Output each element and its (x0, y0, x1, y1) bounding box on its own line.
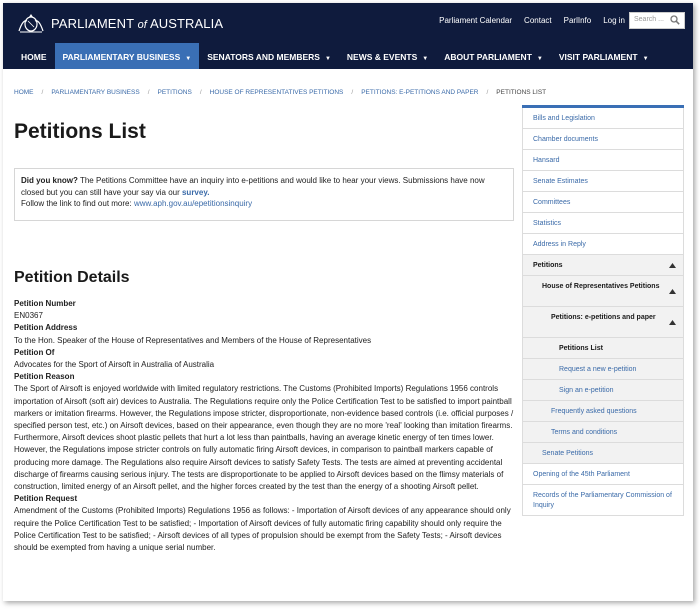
detail-value-petition-address: To the Hon. Speaker of the House of Representatives and Members of the House of Representatives (14, 335, 372, 345)
sidebar-item-chamber-documents[interactable] (522, 129, 684, 150)
breadcrumb-separator: / (199, 89, 202, 96)
breadcrumb-petitions[interactable]: PETITIONS (157, 89, 192, 96)
browser-page (3, 3, 693, 601)
link-contact[interactable]: Contact (524, 16, 552, 25)
nav-news-and-events[interactable] (339, 43, 436, 69)
nav-home[interactable] (13, 43, 55, 69)
link-log-in[interactable]: Log in (603, 16, 625, 25)
search-icon[interactable] (670, 15, 680, 25)
breadcrumb-separator: / (147, 89, 150, 96)
chevron-down-icon: ▼ (642, 56, 649, 62)
detail-value-petition-of: Advocates for the Sport of Airsoft in Australia of Australia (14, 360, 215, 370)
sidebar-item-petitions-list[interactable] (522, 338, 684, 359)
link-parlinfo[interactable]: ParlInfo (563, 16, 592, 25)
nav-news-and-events-label: NEWS & EVENTS (346, 52, 418, 62)
breadcrumb-separator: / (351, 89, 354, 96)
sidebar-item-request-a-new-e-petition[interactable] (522, 359, 684, 380)
nav-parliamentary-business[interactable] (55, 43, 200, 69)
sidebar-item-label: Chamber documents (533, 136, 598, 143)
sidebar-item-bills-and-legislation[interactable] (522, 108, 684, 129)
detail-label-petition-number: Petition Number (14, 299, 76, 308)
breadcrumb-current: PETITIONS LIST (496, 89, 547, 96)
sidebar-item-petitions-e-petitions-and-paper[interactable] (522, 307, 684, 338)
sidebar-item-committees[interactable] (522, 192, 684, 213)
nav-visit-parliament[interactable] (551, 43, 657, 69)
notice-follow-text: Follow the link to find out more: (21, 199, 134, 208)
logo-word-australia: AUSTRALIA (149, 15, 224, 31)
sidebar-item-label: Petitions: e-petitions and paper (551, 314, 656, 321)
detail-label-petition-address: Petition Address (14, 323, 78, 333)
sidebar-item-label: Bills and Legislation (533, 115, 595, 122)
nav-visit-parliament-label: VISIT PARLIAMENT (558, 52, 638, 62)
chevron-up-icon[interactable] (661, 276, 683, 306)
sidebar-item-label: Petitions List (559, 345, 603, 352)
sidebar-item-label: Address in Reply (533, 241, 586, 248)
detail-value-petition-request: Amendment of the Customs (Prohibited Imports) Regulations 1956 as follows: - Importation of Airsoft devices of any appearance should only require the Police Certification Test to be satisfied; - Importation of Airsoft devices of fully automatic firing capability should only require the Police Certification Test to be satisfied; - Airsoft devices of all types of propulsion should be exempt from the Safety Tests; - Airsoft devices should be exempted from having a unique serial number. (14, 506, 511, 553)
sidebar-item-hansard[interactable] (522, 150, 684, 171)
top-header-bar (3, 3, 693, 43)
chevron-down-icon: ▼ (536, 56, 543, 62)
nav-parliamentary-business-label: PARLIAMENTARY BUSINESS (62, 52, 181, 62)
breadcrumb (14, 89, 546, 96)
sidebar-item-senate-estimates[interactable] (522, 171, 684, 192)
breadcrumb-separator: / (486, 89, 489, 96)
site-logo[interactable] (15, 11, 223, 35)
sidebar-item-label: Senate Estimates (533, 178, 588, 185)
petition-details (14, 298, 514, 554)
inquiry-notice (14, 168, 514, 221)
sidebar-item-senate-petitions[interactable] (522, 443, 684, 464)
nav-home-label: HOME (21, 52, 47, 62)
sidebar-item-label: Records of the Parliamentary Commission of Inquiry (533, 492, 672, 509)
detail-value-petition-reason: The Sport of Airsoft is enjoyed worldwide with limited regulatory restrictions. The Customs (Prohibited Imports) Regulations 1956 controls importation of Airsoft (soft air) devices to Australia. The Regulations require only the Police Certification Test to be satisfied to import paintball markers or imitation firearms. However, the Regulations impose stricter, disproportionate, non-evidence based controls (i.e. official purposes / specified person test, etc.) on Airsoft devices, based on their appearance, even though they are no more 'real' looking than imitation firearms. Furthermore, Airsoft devices shoot plastic pellets that hurt a lot less than paintballs, having an average kinetic energy of ten times lower. However, the Regulations impose stricter controls on fully automatic firing Airsoft devices, in comparison to paintball markers capable of producing more damage. The Regulations also require Airsoft devices to satisfy Safety Tests. The tests are aimed at preventing accidental discharge of firearms causing serious injury. The tests are disproportionate to be applied to Airsoft devices based on the flimsy materials of construction, limited energy of an Airsoft pellet, and the higher forces created by the test than the energy of a shooting Airsoft pellet. (14, 384, 514, 492)
nav-about-parliament[interactable] (436, 43, 551, 69)
chevron-down-icon: ▼ (422, 56, 429, 62)
sidebar-item-house-of-representatives-petitions[interactable] (522, 276, 684, 307)
survey-link[interactable]: survey. (181, 187, 210, 197)
notice-text: The Petitions Committee have an inquiry into e-petitions and would like to hear your views. Submissions have now closed but you can still have your say via our (21, 176, 485, 197)
chevron-up-icon[interactable] (661, 255, 683, 275)
breadcrumb-separator: / (41, 89, 44, 96)
sidebar-item-label: Request a new e-petition (559, 366, 637, 373)
search-input[interactable] (629, 12, 685, 29)
breadcrumb-parliamentary-business[interactable]: PARLIAMENTARY BUSINESS (51, 89, 140, 96)
breadcrumb-home[interactable]: HOME (14, 89, 34, 96)
sidebar-item-petitions[interactable] (522, 255, 684, 276)
logo-word-parliament: PARLIAMENT (51, 15, 134, 31)
chevron-up-icon[interactable] (661, 307, 683, 337)
sidebar-item-label: Frequently asked questions (551, 408, 637, 415)
sidebar-item-label: Committees (533, 199, 571, 206)
detail-value-petition-number: EN0367 (14, 311, 43, 321)
search-placeholder: Search ... (634, 16, 664, 23)
sidebar-item-label: Terms and conditions (551, 429, 618, 436)
utility-links (439, 16, 625, 25)
sidebar-item-label: Petitions (533, 262, 563, 269)
nav-about-parliament-label: ABOUT PARLIAMENT (444, 52, 532, 62)
nav-senators-and-members[interactable] (199, 43, 339, 69)
section-sidebar (522, 105, 684, 516)
sidebar-item-frequently-asked-questions[interactable] (522, 401, 684, 422)
detail-label-petition-of: Petition Of (14, 347, 55, 357)
sidebar-item-opening-of-the-45th-parliament[interactable] (522, 464, 684, 485)
sidebar-item-statistics[interactable] (522, 213, 684, 234)
sidebar-item-label: Hansard (533, 157, 560, 164)
inquiry-link[interactable]: www.aph.gov.au/epetitionsinquiry (133, 199, 253, 208)
sidebar-item-label: Senate Petitions (542, 450, 593, 457)
site-logo-text (51, 16, 223, 31)
sidebar-item-label: House of Representatives Petitions (542, 283, 660, 290)
sidebar-item-records-of-the-parliamentary-commission-of-inquiry[interactable] (522, 485, 684, 516)
detail-label-petition-reason: Petition Reason (14, 372, 75, 382)
chevron-down-icon: ▼ (324, 56, 331, 62)
sidebar-item-label: Sign an e-petition (559, 387, 614, 394)
detail-label-petition-request: Petition Request (14, 494, 78, 504)
sidebar-item-terms-and-conditions[interactable] (522, 422, 684, 443)
sidebar-item-label: Opening of the 45th Parliament (533, 471, 630, 478)
sidebar-item-sign-an-e-petition[interactable] (522, 380, 684, 401)
link-parliament-calendar[interactable]: Parliament Calendar (439, 16, 513, 25)
nav-senators-and-members-label: SENATORS AND MEMBERS (207, 52, 320, 62)
page-title: Petitions List (14, 120, 146, 143)
logo-word-of: of (137, 18, 147, 31)
notice-lead: Did you know? (21, 176, 78, 185)
chevron-down-icon: ▼ (185, 56, 192, 62)
sidebar-item-label: Statistics (533, 220, 562, 227)
main-navigation (3, 43, 693, 69)
breadcrumb-e-petitions-and-paper[interactable]: PETITIONS: E-PETITIONS AND PAPER (361, 89, 479, 96)
section-title: Petition Details (14, 269, 130, 286)
breadcrumb-house-petitions[interactable]: HOUSE OF REPRESENTATIVES PETITIONS (209, 89, 344, 96)
coat-of-arms-icon (15, 11, 47, 35)
sidebar-item-address-in-reply[interactable] (522, 234, 684, 255)
